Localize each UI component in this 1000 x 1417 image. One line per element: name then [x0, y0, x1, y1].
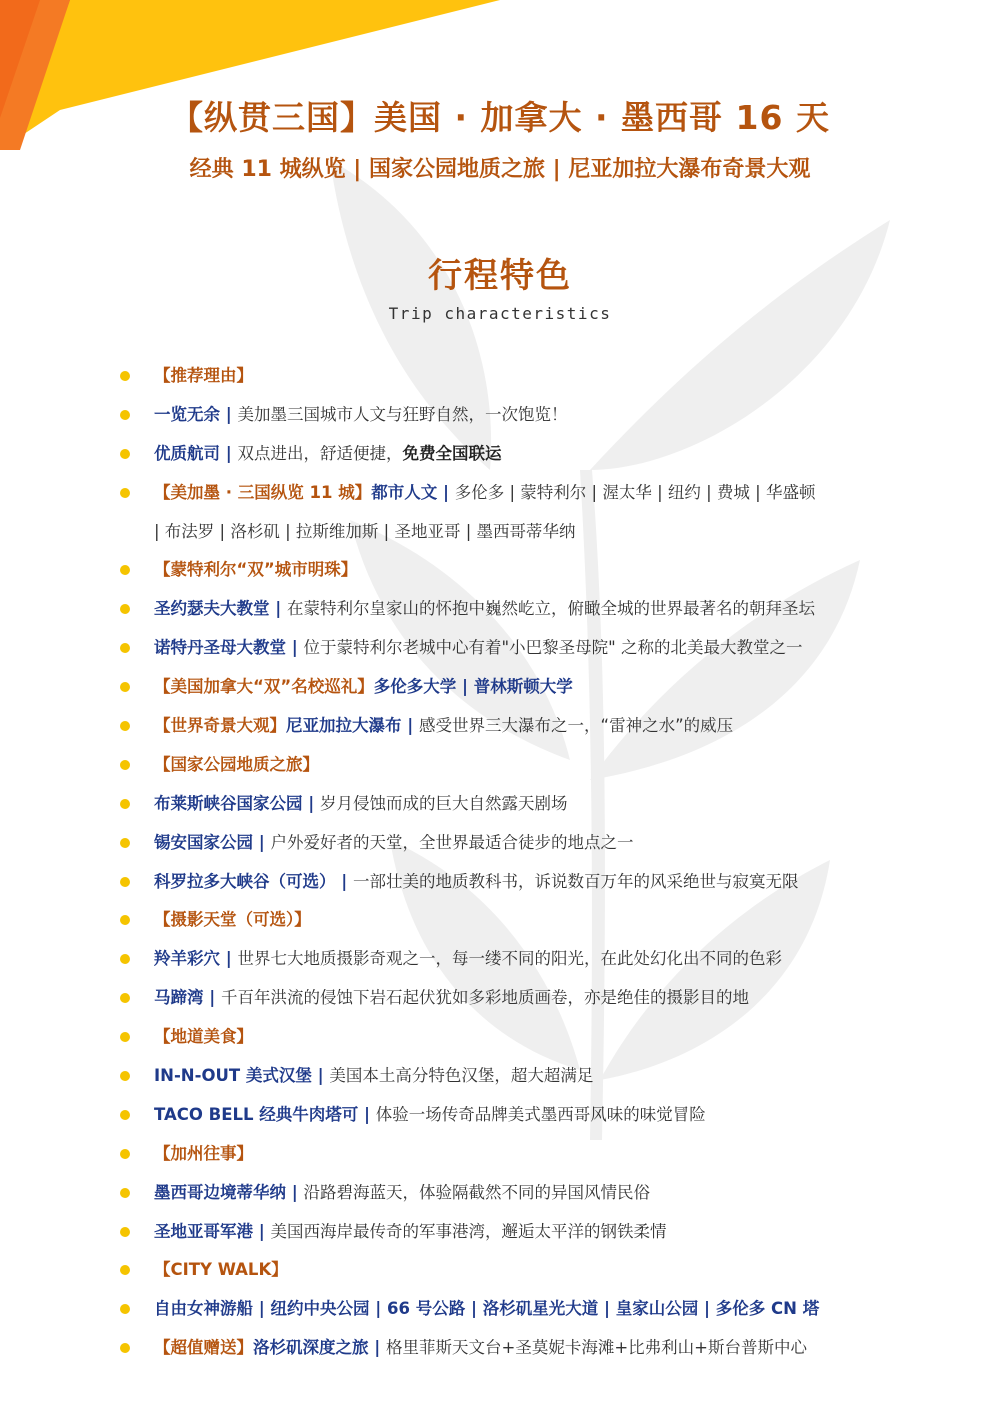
- bullet-icon: [120, 1149, 130, 1159]
- list-item: 【世界奇景大观】尼亚加拉大瀑布 | 感受世界三大瀑布之一，“雷神之水”的威压: [118, 707, 918, 746]
- list-item: 【国家公园地质之旅】: [118, 746, 918, 785]
- bullet-icon: [120, 643, 130, 653]
- bullet-icon: [120, 1188, 130, 1198]
- bullet-icon: [120, 760, 130, 770]
- list-item: 【蒙特利尔“双”城市明珠】: [118, 551, 918, 590]
- bullet-icon: [120, 993, 130, 1003]
- bullet-icon: [120, 799, 130, 809]
- bullet-icon: [120, 1304, 130, 1314]
- list-item: 墨西哥边境蒂华纳 | 沿路碧海蓝天，体验隔截然不同的异国风情民俗: [118, 1174, 918, 1213]
- list-item: 羚羊彩穴 | 世界七大地质摄影奇观之一，每一缕不同的阳光，在此处幻化出不同的色彩: [118, 940, 918, 979]
- bullet-icon: [120, 565, 130, 575]
- list-item: 圣约瑟夫大教堂 | 在蒙特利尔皇家山的怀抱中巍然屹立，俯瞰全城的世界最著名的朝拜圣坛: [118, 590, 918, 629]
- list-item: 锡安国家公园 | 户外爱好者的天堂，全世界最适合徒步的地点之一: [118, 824, 918, 863]
- list-item: 布莱斯峡谷国家公园 | 岁月侵蚀而成的巨大自然露天剧场: [118, 785, 918, 824]
- list-item: 马蹄湾 | 千百年洪流的侵蚀下岩石起伏犹如多彩地质画卷，亦是绝佳的摄影目的地: [118, 979, 918, 1018]
- bullet-icon: [120, 682, 130, 692]
- list-item: 【超值赠送】洛杉矶深度之旅 | 格里菲斯天文台+圣莫妮卡海滩+比弗利山+斯台普斯中心: [118, 1329, 918, 1368]
- bullet-icon: [120, 410, 130, 420]
- bullet-icon: [120, 488, 130, 498]
- list-item-continuation: | 布法罗 | 洛杉矶 | 拉斯维加斯 | 圣地亚哥 | 墨西哥蒂华纳: [154, 521, 576, 541]
- bullet-icon: [120, 604, 130, 614]
- page-subtitle: 经典 11 城纵览 | 国家公园地质之旅 | 尼亚加拉大瀑布奇景大观: [189, 157, 811, 182]
- section-title: 行程特色: [428, 256, 572, 296]
- bullet-icon: [120, 721, 130, 731]
- list-item: IN-N-OUT 美式汉堡 | 美国本土高分特色汉堡，超大超满足: [118, 1057, 918, 1096]
- bullet-icon: [120, 1227, 130, 1237]
- bullet-icon: [120, 877, 130, 887]
- list-item: 一览无余 | 美加墨三国城市人文与狂野自然，一次饱览！: [118, 396, 918, 435]
- list-item: 【摄影天堂（可选）】: [118, 901, 918, 940]
- list-item: 【美加墨 · 三国纵览 11 城】都市人文 | 多伦多 | 蒙特利尔 | 渥太华 | 纽约 | 费城 | 华盛顿: [118, 474, 918, 513]
- bullet-icon: [120, 1110, 130, 1120]
- list-item: 科罗拉多大峡谷（可选） | 一部壮美的地质教科书，诉说数百万年的风采绝世与寂寞无限: [118, 863, 918, 902]
- list-item: 【CITY WALK】: [118, 1251, 918, 1290]
- bullet-icon: [120, 954, 130, 964]
- list-item: 诺特丹圣母大教堂 | 位于蒙特利尔老城中心有着"小巴黎圣母院" 之称的北美最大教堂之一: [118, 629, 918, 668]
- section-subtitle: Trip characteristics: [388, 304, 612, 323]
- list-item: 【推荐理由】: [118, 357, 918, 396]
- bullet-icon: [120, 449, 130, 459]
- list-item: 【加州往事】: [118, 1135, 918, 1174]
- feature-list: [118, 357, 918, 1368]
- list-item: 自由女神游船 | 纽约中央公园 | 66 号公路 | 洛杉矶星光大道 | 皇家山公园 | 多伦多 CN 塔: [118, 1290, 918, 1329]
- bullet-icon: [120, 1032, 130, 1042]
- bullet-icon: [120, 1071, 130, 1081]
- bullet-icon: [120, 838, 130, 848]
- list-item: 【美国加拿大“双”名校巡礼】多伦多大学 | 普林斯顿大学: [118, 668, 918, 707]
- list-item: 优质航司 | 双点进出，舒适便捷，免费全国联运: [118, 435, 918, 474]
- list-item: TACO BELL 经典牛肉塔可 | 体验一场传奇品牌美式墨西哥风味的味觉冒险: [118, 1096, 918, 1135]
- bullet-icon: [120, 371, 130, 381]
- page-title: 【纵贯三国】美国 · 加拿大 · 墨西哥 16 天: [170, 98, 830, 137]
- bullet-icon: [120, 915, 130, 925]
- bullet-icon: [120, 1265, 130, 1275]
- list-item: 圣地亚哥军港 | 美国西海岸最传奇的军事港湾，邂逅太平洋的钢铁柔情: [118, 1213, 918, 1252]
- bullet-icon: [120, 1343, 130, 1353]
- list-item: 【地道美食】: [118, 1018, 918, 1057]
